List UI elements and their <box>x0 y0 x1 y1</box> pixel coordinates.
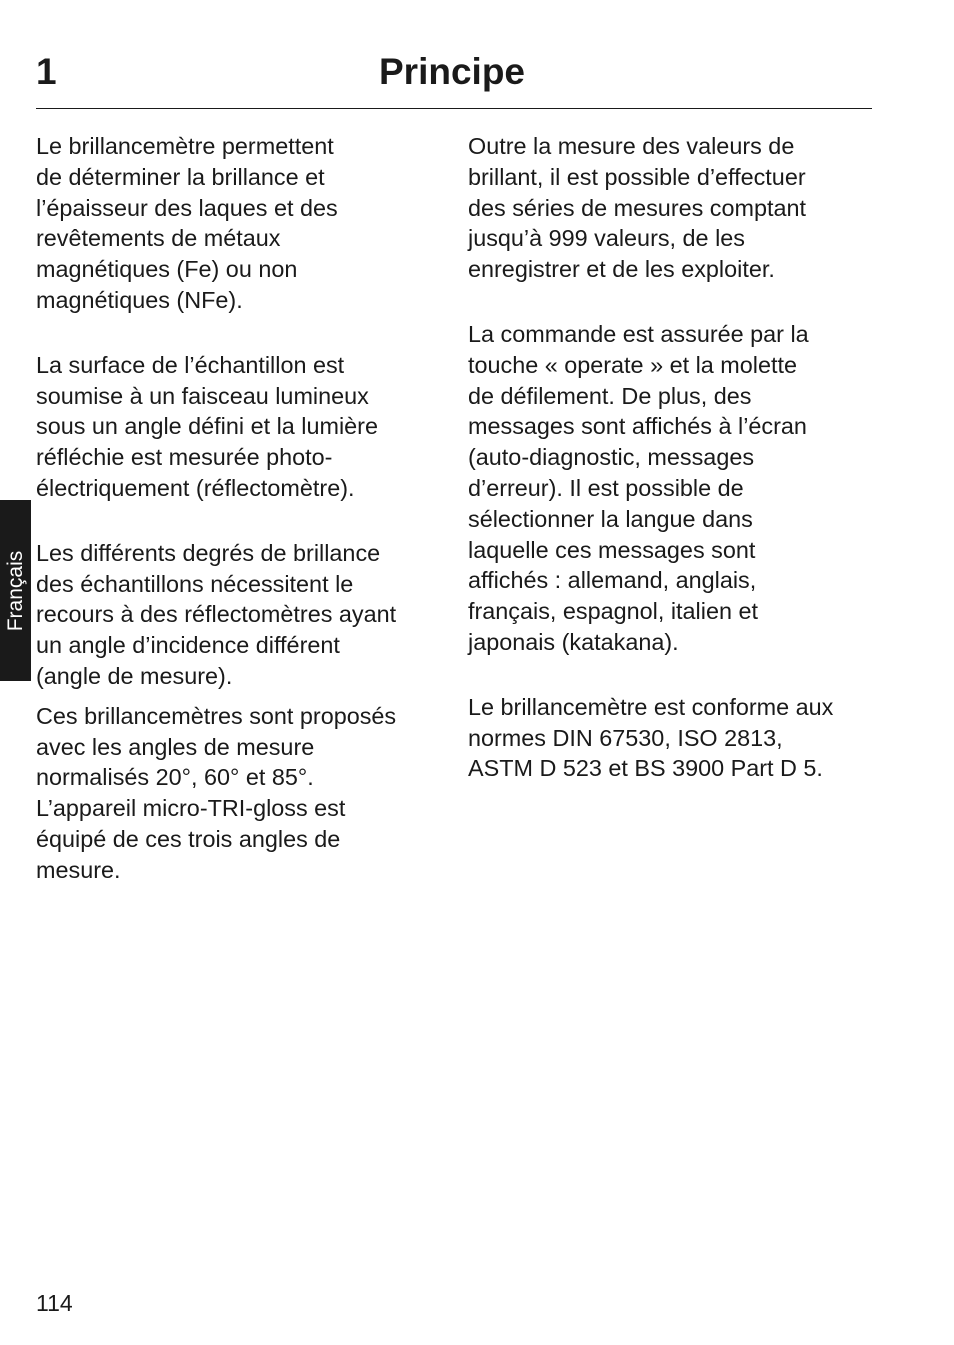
chapter-number: 1 <box>36 51 57 92</box>
right-column <box>468 131 878 784</box>
paragraph: Le brillancemètre est conforme aux normes DIN 67530, ISO 2813, ASTM D 523 et BS 3900 Part D 5. <box>468 693 834 782</box>
page-title: Principe <box>379 51 525 92</box>
language-side-tab <box>0 500 31 681</box>
paragraph: La commande est assurée par la touche « operate » et la molette de défilement. De plus, des messages sont affichés à l’écran (auto-diagnostic, messages d’erreur). Il est possible de sélectionner la langue dans laquelle ces messages sont affichés : allemand, anglais, français, espagnol, italien et japonais (katakana). <box>468 320 809 655</box>
paragraph: Outre la mesure des valeurs de brillant, il est possible d’effectuer des séries de mesures comptant jusqu’à 999 valeurs, de les enregistrer et de les exploiter. <box>468 133 807 283</box>
language-tab-label: Français <box>3 550 27 631</box>
paragraph: Le brillancemètre permettent de déterminer la brillance et l’épaisseur des laques et des revêtements de métaux magnétiques (Fe) ou non magnétiques (NFe). <box>36 133 338 313</box>
paragraph: Ces brillancemètres sont proposés avec les angles de mesure normalisés 20°, 60° et 85°. L’appareil micro-TRI-gloss est équipé de ces trois angles de mesure. <box>36 702 397 883</box>
left-column <box>36 131 441 886</box>
paragraph: La surface de l’échantillon est soumise à un faisceau lumineux sous un angle défini et la lumière réfléchie est mesurée photo- électriquement (réflectomètre). <box>36 351 378 501</box>
title-divider <box>36 108 872 109</box>
paragraph: Les différents degrés de brillance des échantillons nécessitent le recours à des réflectomètres ayant un angle d’incidence différent (angle de mesure). <box>36 539 397 689</box>
page-number: 114 <box>36 1290 73 1316</box>
